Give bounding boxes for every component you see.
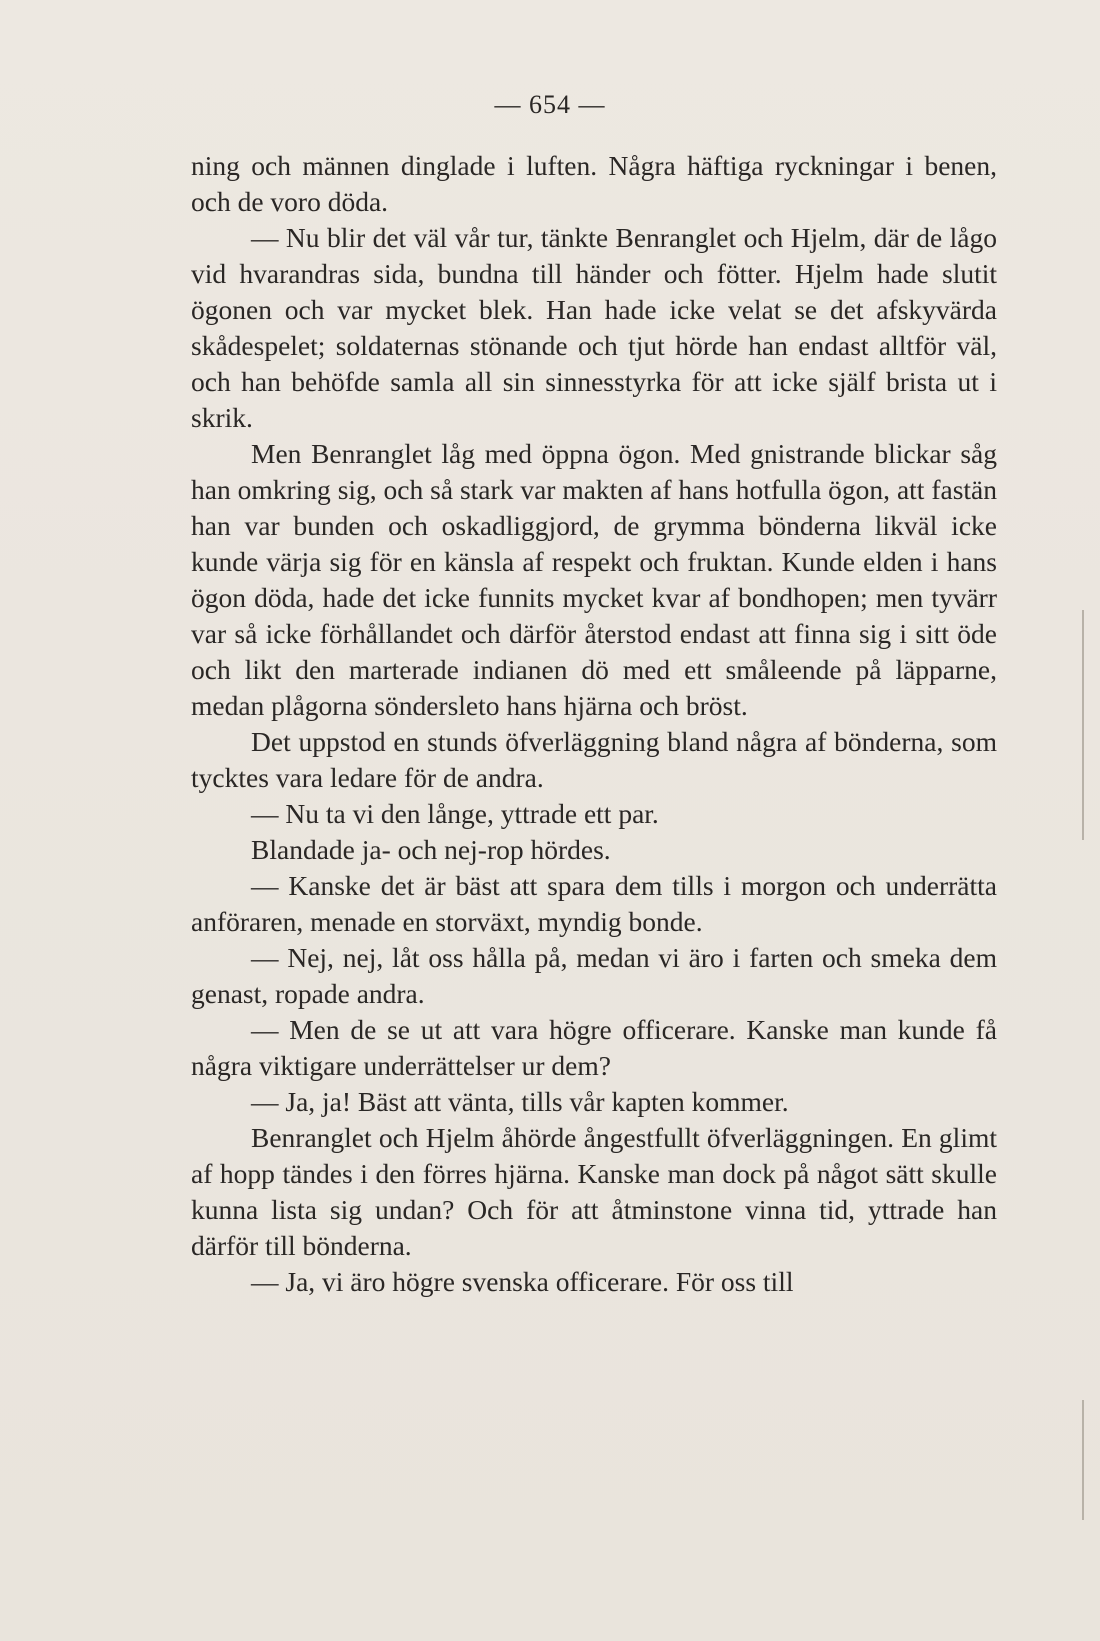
scan-edge-mark — [1082, 610, 1084, 840]
paragraph-1: ning och männen dinglade i luften. Några häftiga ryckningar i benen, och de voro döda. — [191, 150, 997, 217]
paragraph-4: Det uppstod en stunds öfverläggning bland några af bönderna, som tycktes vara ledare för de andra. — [191, 726, 997, 793]
paragraph-12: — Ja, vi äro högre svenska officerare. För oss till — [251, 1266, 794, 1297]
paragraph-5: — Nu ta vi den långe, yttrade ett par. — [251, 798, 659, 829]
paragraph-10: — Ja, ja! Bäst att vänta, tills vår kapten kommer. — [251, 1086, 789, 1117]
paragraph-7: — Kanske det är bäst att spara dem tills i morgon och underrätta anföraren, menade en storväxt, myndig bonde. — [191, 870, 997, 937]
paragraph-6: Blandade ja- och nej-rop hördes. — [251, 834, 611, 865]
body-text — [191, 148, 997, 1300]
paragraph-2: — Nu blir det väl vår tur, tänkte Benranglet och Hjelm, där de lågo vid hvarandras sida, bundna till händer och fötter. Hjelm hade slutit ögonen och var mycket blek. Han hade icke velat se det afskyvärda skådespelet; soldaternas stönande och tjut hörde han endast alltför väl, och han behöfde samla all sin sinnesstyrka för att icke själf brista ut i skrik. — [191, 222, 997, 433]
page-number: — 654 — — [494, 90, 606, 119]
paragraph-11: Benranglet och Hjelm åhörde ångestfullt öfverläggningen. En glimt af hopp tändes i den förres hjärna. Kanske man dock på något sätt skulle kunna lista sig undan? Och för att åtminstone vinna tid, yttrade han därför till bönderna. — [191, 1122, 997, 1261]
paragraph-3: Men Benranglet låg med öppna ögon. Med gnistrande blickar såg han omkring sig, och så stark var makten af hans hotfulla ögon, att fastän han var bunden och oskadliggjord, de grymma bönderna likväl icke kunde värja sig för en känsla af respekt och fruktan. Kunde elden i hans ögon döda, hade det icke funnits mycket kvar af bondhopen; men tyvärr var så icke förhållandet och därför återstod endast att finna sig i sitt öde och likt den marterade indianen dö med ett småleende på läpparne, medan plågorna söndersleto hans hjärna och bröst. — [191, 438, 997, 721]
scan-edge-mark — [1082, 1400, 1084, 1520]
paragraph-8: — Nej, nej, låt oss hålla på, medan vi äro i farten och smeka dem genast, ropade andra. — [191, 942, 997, 1009]
paragraph-9: — Men de se ut att vara högre officerare. Kanske man kunde få några viktigare underrättelser ur dem? — [191, 1014, 997, 1081]
